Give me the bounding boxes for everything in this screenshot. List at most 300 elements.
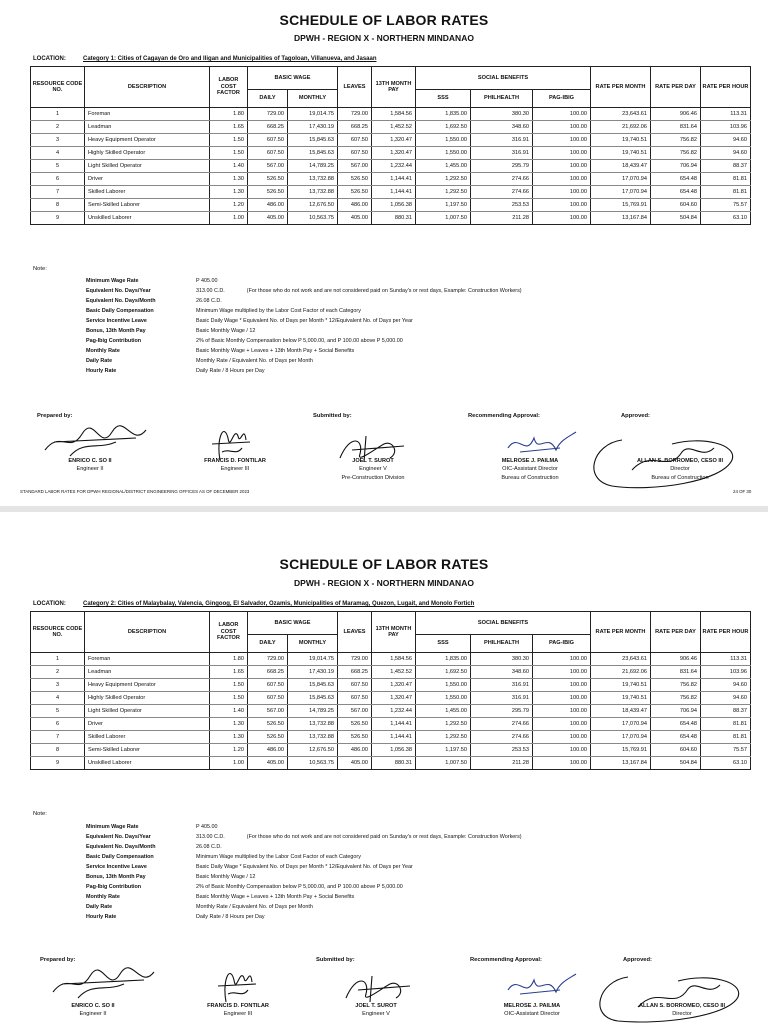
cell-rate-hour: 81.81 xyxy=(701,186,751,199)
cell-pagibig: 100.00 xyxy=(533,121,591,134)
submitted-by-label: Submitted by: xyxy=(313,413,352,419)
cell-philhealth: 274.66 xyxy=(471,731,533,744)
cell-rate-month: 19,740.51 xyxy=(591,147,651,160)
note-key: Basic Daily Compensation xyxy=(86,308,154,314)
cell-daily: 526.50 xyxy=(248,186,288,199)
cell-monthly: 19,014.75 xyxy=(288,108,338,121)
cell-rate-hour: 75.57 xyxy=(701,199,751,212)
cell-rate-day: 756.82 xyxy=(651,692,701,705)
cell-13th-month: 1,584.56 xyxy=(372,653,416,666)
cell-factor: 1.00 xyxy=(210,212,248,225)
cell-pagibig: 100.00 xyxy=(533,186,591,199)
cell-leaves: 607.50 xyxy=(338,147,372,160)
cell-sss: 1,292.50 xyxy=(416,173,471,186)
signatory-name: FRANCIS D. FONTILAR xyxy=(207,1003,269,1009)
cell-leaves: 405.00 xyxy=(338,212,372,225)
signatory-melrose xyxy=(472,1003,592,1017)
cell-philhealth: 295.79 xyxy=(471,705,533,718)
cell-factor: 1.50 xyxy=(210,679,248,692)
cell-rate-hour: 103.96 xyxy=(701,121,751,134)
header-rate-hour: RATE PER HOUR xyxy=(701,612,751,653)
cell-factor: 1.20 xyxy=(210,199,248,212)
signatory-name: JOEL T. SUROT xyxy=(352,458,394,464)
cell-sss: 1,550.00 xyxy=(416,134,471,147)
signatory-title: OIC-Assistant Director xyxy=(502,466,558,472)
cell-rate-hour: 81.81 xyxy=(701,718,751,731)
cell-leaves: 405.00 xyxy=(338,757,372,770)
cell-sss: 1,550.00 xyxy=(416,147,471,160)
signatory-name: FRANCIS D. FONTILAR xyxy=(204,458,266,464)
cell-description: Leadman xyxy=(85,666,210,679)
cell-description: Light Skilled Operator xyxy=(85,705,210,718)
note-value: 26.08 C.D. xyxy=(196,844,222,850)
cell-factor: 1.20 xyxy=(210,744,248,757)
cell-code: 4 xyxy=(31,692,85,705)
cell-daily: 607.50 xyxy=(248,147,288,160)
cell-description: Driver xyxy=(85,173,210,186)
signature-melrose xyxy=(500,970,580,1002)
cell-description: Heavy Equipment Operator xyxy=(85,134,210,147)
cell-leaves: 607.50 xyxy=(338,692,372,705)
cell-philhealth: 211.28 xyxy=(471,757,533,770)
cell-pagibig: 100.00 xyxy=(533,692,591,705)
cell-sss: 1,292.50 xyxy=(416,718,471,731)
cell-leaves: 526.50 xyxy=(338,186,372,199)
notes-list xyxy=(86,822,522,922)
signatory-title: Engineer V xyxy=(362,1011,390,1017)
note-key: Service Incentive Leave xyxy=(86,318,147,324)
page-subtitle: DPWH - REGION X - NORTHERN MINDANAO xyxy=(294,578,474,588)
note-key: Monthly Rate xyxy=(86,348,120,354)
cell-sss: 1,550.00 xyxy=(416,692,471,705)
note-value: Minimum Wage multiplied by the Labor Cost Factor of each Category xyxy=(196,308,361,314)
cell-13th-month: 1,320.47 xyxy=(372,134,416,147)
note-value: Daily Rate / 8 Hours per Day xyxy=(196,914,265,920)
cell-factor: 1.30 xyxy=(210,186,248,199)
table-row xyxy=(31,718,751,731)
note-key: Minimum Wage Rate xyxy=(86,824,139,830)
note-row xyxy=(86,882,522,892)
note-key: Pag-Ibig Contribution xyxy=(86,338,142,344)
cell-pagibig: 100.00 xyxy=(533,134,591,147)
cell-code: 6 xyxy=(31,718,85,731)
cell-monthly: 19,014.75 xyxy=(288,653,338,666)
cell-rate-day: 906.46 xyxy=(651,653,701,666)
cell-code: 7 xyxy=(31,731,85,744)
cell-rate-day: 831.64 xyxy=(651,121,701,134)
header-rate-month: RATE PER MONTH xyxy=(591,67,651,108)
cell-pagibig: 100.00 xyxy=(533,160,591,173)
cell-rate-month: 23,643.61 xyxy=(591,653,651,666)
signatory-name: ALLAN S. BORROMEO, CESO III xyxy=(638,1003,726,1009)
cell-code: 6 xyxy=(31,173,85,186)
header-monthly: MONTHLY xyxy=(288,635,338,653)
cell-sss: 1,197.50 xyxy=(416,744,471,757)
table-row xyxy=(31,731,751,744)
signatory-enrico xyxy=(33,1003,153,1017)
cell-rate-day: 654.48 xyxy=(651,731,701,744)
cell-13th-month: 1,320.47 xyxy=(372,147,416,160)
note-extra: (For those who do not work and are not considered paid on Sunday's or rest days, Example: Construction Workers) xyxy=(246,834,522,840)
cell-description: Semi-Skilled Laborer xyxy=(85,744,210,757)
cell-code: 3 xyxy=(31,679,85,692)
cell-pagibig: 100.00 xyxy=(533,147,591,160)
note-key: Daily Rate xyxy=(86,358,113,364)
submitted-by-label: Submitted by: xyxy=(316,957,355,963)
table-row xyxy=(31,705,751,718)
location-label: LOCATION: xyxy=(33,56,66,62)
cell-13th-month: 1,144.41 xyxy=(372,173,416,186)
note-key: Bonus, 13th Month Pay xyxy=(86,328,146,334)
cell-rate-day: 831.64 xyxy=(651,666,701,679)
cell-description: Unskilled Laborer xyxy=(85,212,210,225)
cell-description: Unskilled Laborer xyxy=(85,757,210,770)
cell-13th-month: 1,144.41 xyxy=(372,731,416,744)
note-value: 313.00 C.D. xyxy=(196,288,225,294)
page-category-2 xyxy=(0,512,768,1024)
note-row xyxy=(86,366,522,376)
cell-rate-day: 604.60 xyxy=(651,744,701,757)
cell-monthly: 17,430.19 xyxy=(288,121,338,134)
cell-philhealth: 348.60 xyxy=(471,666,533,679)
note-value: P 405.00 xyxy=(196,824,218,830)
cell-code: 2 xyxy=(31,121,85,134)
note-value: 26.08 C.D. xyxy=(196,298,222,304)
note-value: Basic Monthly Wage + Leaves + 13th Month Pay + Social Benefits xyxy=(196,894,355,900)
cell-description: Highly Skilled Operator xyxy=(85,147,210,160)
cell-rate-hour: 113.31 xyxy=(701,108,751,121)
cell-rate-day: 504.84 xyxy=(651,757,701,770)
cell-13th-month: 1,452.52 xyxy=(372,666,416,679)
cell-daily: 567.00 xyxy=(248,160,288,173)
cell-sss: 1,007.50 xyxy=(416,757,471,770)
cell-rate-month: 21,692.06 xyxy=(591,666,651,679)
note-value: Minimum Wage multiplied by the Labor Cost Factor of each Category xyxy=(196,854,361,860)
notes-list xyxy=(86,276,522,376)
cell-daily: 607.50 xyxy=(248,134,288,147)
signatory-enrico xyxy=(30,458,150,472)
signatory-title: Engineer II xyxy=(76,466,104,472)
cell-philhealth: 380.30 xyxy=(471,653,533,666)
cell-rate-day: 654.48 xyxy=(651,718,701,731)
cell-rate-month: 21,692.06 xyxy=(591,121,651,134)
cell-sss: 1,835.00 xyxy=(416,108,471,121)
cell-13th-month: 1,056.38 xyxy=(372,744,416,757)
cell-pagibig: 100.00 xyxy=(533,173,591,186)
note-key: Equivalent No. Days/Month xyxy=(86,844,156,850)
cell-monthly: 14,789.25 xyxy=(288,705,338,718)
cell-philhealth: 316.91 xyxy=(471,692,533,705)
prepared-by-label: Prepared by: xyxy=(40,957,76,963)
signature-melrose xyxy=(500,428,580,462)
note-row xyxy=(86,356,522,366)
note-row xyxy=(86,892,522,902)
cell-rate-month: 19,740.51 xyxy=(591,679,651,692)
note-row xyxy=(86,296,522,306)
note-row xyxy=(86,862,522,872)
cell-13th-month: 1,452.52 xyxy=(372,121,416,134)
cell-monthly: 15,845.63 xyxy=(288,679,338,692)
cell-code: 8 xyxy=(31,744,85,757)
cell-factor: 1.50 xyxy=(210,134,248,147)
cell-code: 9 xyxy=(31,212,85,225)
table-row xyxy=(31,757,751,770)
signatory-name: ENRICO C. SO II xyxy=(68,458,112,464)
cell-leaves: 486.00 xyxy=(338,744,372,757)
cell-sss: 1,292.50 xyxy=(416,731,471,744)
signatory-name: MELROSE J. PAILMA xyxy=(503,1003,561,1009)
note-key: Equivalent No. Days/Year xyxy=(86,834,151,840)
cell-factor: 1.50 xyxy=(210,692,248,705)
cell-rate-hour: 103.96 xyxy=(701,666,751,679)
header-leaves: LEAVES xyxy=(338,612,372,653)
cell-rate-hour: 88.37 xyxy=(701,705,751,718)
signatory-title: Engineer III xyxy=(223,1011,253,1017)
cell-monthly: 10,563.75 xyxy=(288,757,338,770)
cell-code: 5 xyxy=(31,160,85,173)
cell-code: 7 xyxy=(31,186,85,199)
cell-monthly: 15,845.63 xyxy=(288,147,338,160)
page-subtitle: DPWH - REGION X - NORTHERN MINDANAO xyxy=(294,33,474,43)
page-title: SCHEDULE OF LABOR RATES xyxy=(279,12,489,28)
header-monthly: MONTHLY xyxy=(288,90,338,108)
note-row xyxy=(86,286,522,296)
cell-daily: 526.50 xyxy=(248,718,288,731)
labor-rates-table xyxy=(30,611,751,770)
cell-daily: 668.25 xyxy=(248,666,288,679)
cell-code: 3 xyxy=(31,134,85,147)
signatory-office: Pre-Construction Division xyxy=(341,475,405,481)
location-value: Category 2: Cities of Malaybalay, Valencia, Gingoog, El Salvador, Ozamis, Municipalities of Maramag, Quezon, Lugait, and Monolo Fortich xyxy=(83,601,475,607)
note-key: Basic Daily Compensation xyxy=(86,854,154,860)
cell-daily: 526.50 xyxy=(248,731,288,744)
cell-rate-month: 15,769.91 xyxy=(591,744,651,757)
signature-joel xyxy=(336,968,416,1006)
cell-rate-month: 17,070.94 xyxy=(591,718,651,731)
note-row xyxy=(86,852,522,862)
cell-rate-month: 17,070.94 xyxy=(591,186,651,199)
note-value: Basic Monthly Wage / 12 xyxy=(196,328,256,334)
cell-daily: 526.50 xyxy=(248,173,288,186)
cell-pagibig: 100.00 xyxy=(533,744,591,757)
cell-daily: 729.00 xyxy=(248,108,288,121)
cell-pagibig: 100.00 xyxy=(533,666,591,679)
cell-sss: 1,197.50 xyxy=(416,199,471,212)
note-row xyxy=(86,872,522,882)
cell-factor: 1.30 xyxy=(210,173,248,186)
table-row xyxy=(31,212,751,225)
cell-rate-day: 654.48 xyxy=(651,173,701,186)
cell-monthly: 10,563.75 xyxy=(288,212,338,225)
cell-sss: 1,692.50 xyxy=(416,121,471,134)
footer-text: STANDARD LABOR RATES FOR DPWH REGIONAL/DISTRICT ENGINEERING OFFICES AS OF DECEMBER 2023 xyxy=(20,489,250,494)
cell-13th-month: 880.31 xyxy=(372,757,416,770)
cell-factor: 1.00 xyxy=(210,757,248,770)
cell-rate-day: 504.84 xyxy=(651,212,701,225)
signatory-title: Engineer II xyxy=(79,1011,107,1017)
table-row xyxy=(31,692,751,705)
prepared-by-label: Prepared by: xyxy=(37,413,73,419)
cell-leaves: 486.00 xyxy=(338,199,372,212)
signatory-joel xyxy=(316,1003,436,1017)
cell-rate-day: 906.46 xyxy=(651,108,701,121)
cell-leaves: 567.00 xyxy=(338,160,372,173)
cell-13th-month: 1,144.41 xyxy=(372,186,416,199)
approved-label: Approved: xyxy=(621,413,650,419)
cell-pagibig: 100.00 xyxy=(533,705,591,718)
cell-rate-day: 756.82 xyxy=(651,679,701,692)
cell-leaves: 526.50 xyxy=(338,173,372,186)
note-label: Note: xyxy=(33,266,47,272)
cell-rate-hour: 81.81 xyxy=(701,173,751,186)
note-value: Monthly Rate / Equivalent No. of Days per Month xyxy=(196,904,313,910)
table-row xyxy=(31,744,751,757)
note-key: Daily Rate xyxy=(86,904,113,910)
cell-factor: 1.40 xyxy=(210,160,248,173)
cell-sss: 1,007.50 xyxy=(416,212,471,225)
table-row xyxy=(31,134,751,147)
header-factor: LABOR COST FACTOR xyxy=(210,67,248,108)
note-key: Equivalent No. Days/Year xyxy=(86,288,151,294)
cell-rate-day: 756.82 xyxy=(651,134,701,147)
cell-factor: 1.30 xyxy=(210,731,248,744)
cell-leaves: 526.50 xyxy=(338,731,372,744)
note-row xyxy=(86,326,522,336)
cell-13th-month: 1,232.44 xyxy=(372,160,416,173)
table-row xyxy=(31,679,751,692)
cell-rate-day: 654.48 xyxy=(651,186,701,199)
note-value: P 405.00 xyxy=(196,278,218,284)
cell-monthly: 12,676.50 xyxy=(288,199,338,212)
cell-rate-day: 756.82 xyxy=(651,147,701,160)
note-value: Basic Monthly Wage / 12 xyxy=(196,874,256,880)
note-key: Bonus, 13th Month Pay xyxy=(86,874,146,880)
cell-philhealth: 316.91 xyxy=(471,134,533,147)
cell-philhealth: 253.53 xyxy=(471,199,533,212)
note-key: Minimum Wage Rate xyxy=(86,278,139,284)
signatory-melrose xyxy=(470,458,590,481)
cell-rate-hour: 113.31 xyxy=(701,653,751,666)
cell-leaves: 607.50 xyxy=(338,679,372,692)
cell-philhealth: 274.66 xyxy=(471,186,533,199)
cell-rate-month: 23,643.61 xyxy=(591,108,651,121)
signatory-title: Director xyxy=(672,1011,692,1017)
cell-daily: 729.00 xyxy=(248,653,288,666)
cell-code: 5 xyxy=(31,705,85,718)
page-number: 24 OF 30 xyxy=(733,489,752,494)
cell-description: Semi-Skilled Laborer xyxy=(85,199,210,212)
header-social-benefits: SOCIAL BENEFITS xyxy=(416,612,591,635)
cell-leaves: 668.25 xyxy=(338,121,372,134)
cell-pagibig: 100.00 xyxy=(533,679,591,692)
cell-13th-month: 1,320.47 xyxy=(372,679,416,692)
recommending-approval-label: Recommending Approval: xyxy=(468,413,540,419)
cell-factor: 1.40 xyxy=(210,705,248,718)
note-value: 2% of Basic Monthly Compensation below P 5,000.00, and P 100.00 above P 5,000.00 xyxy=(196,884,403,890)
cell-daily: 486.00 xyxy=(248,744,288,757)
cell-rate-hour: 94.60 xyxy=(701,679,751,692)
cell-rate-hour: 81.81 xyxy=(701,731,751,744)
table-row xyxy=(31,199,751,212)
signatory-title: OIC-Assistant Director xyxy=(504,1011,560,1017)
cell-description: Foreman xyxy=(85,108,210,121)
table-row xyxy=(31,147,751,160)
note-value: Basic Daily Wage * Equivalent No. of Days per Month * 12/Equivalent No. of Days per Year xyxy=(196,318,413,324)
cell-pagibig: 100.00 xyxy=(533,731,591,744)
cell-monthly: 13,732.88 xyxy=(288,718,338,731)
cell-daily: 486.00 xyxy=(248,199,288,212)
cell-rate-hour: 94.60 xyxy=(701,134,751,147)
cell-rate-day: 706.94 xyxy=(651,160,701,173)
note-value: Basic Monthly Wage + Leaves + 13th Month Pay + Social Benefits xyxy=(196,348,355,354)
cell-factor: 1.80 xyxy=(210,108,248,121)
header-13th-month: 13TH MONTH PAY xyxy=(372,612,416,653)
cell-sss: 1,292.50 xyxy=(416,186,471,199)
table-row xyxy=(31,653,751,666)
cell-philhealth: 274.66 xyxy=(471,718,533,731)
cell-rate-hour: 88.37 xyxy=(701,160,751,173)
cell-sss: 1,455.00 xyxy=(416,160,471,173)
cell-rate-day: 604.60 xyxy=(651,199,701,212)
header-rate-day: RATE PER DAY xyxy=(651,67,701,108)
cell-factor: 1.30 xyxy=(210,718,248,731)
cell-leaves: 607.50 xyxy=(338,134,372,147)
header-philhealth: PHILHEALTH xyxy=(471,635,533,653)
cell-sss: 1,550.00 xyxy=(416,679,471,692)
note-key: Pag-Ibig Contribution xyxy=(86,884,142,890)
cell-13th-month: 1,056.38 xyxy=(372,199,416,212)
cell-philhealth: 274.66 xyxy=(471,173,533,186)
cell-pagibig: 100.00 xyxy=(533,199,591,212)
cell-pagibig: 100.00 xyxy=(533,653,591,666)
header-rate-day: RATE PER DAY xyxy=(651,612,701,653)
header-code: RESOURCE CODE NO. xyxy=(31,612,85,653)
cell-rate-month: 13,167.84 xyxy=(591,212,651,225)
note-key: Hourly Rate xyxy=(86,914,117,920)
cell-factor: 1.65 xyxy=(210,121,248,134)
note-row xyxy=(86,316,522,326)
labor-rates-table xyxy=(30,66,751,225)
table-row xyxy=(31,121,751,134)
cell-monthly: 15,845.63 xyxy=(288,692,338,705)
signatory-name: ALLAN S. BORROMEO, CESO III xyxy=(636,458,724,464)
cell-pagibig: 100.00 xyxy=(533,757,591,770)
cell-description: Skilled Laborer xyxy=(85,186,210,199)
note-row xyxy=(86,346,522,356)
signatory-title: Engineer V xyxy=(359,466,387,472)
cell-monthly: 14,789.25 xyxy=(288,160,338,173)
approved-label: Approved: xyxy=(623,957,652,963)
location-value: Category 1: Cities of Cagayan de Oro and Iligan and Municipalities of Tagoloan, Villanueva, and Jasaan xyxy=(83,56,377,62)
cell-description: Foreman xyxy=(85,653,210,666)
note-key: Service Incentive Leave xyxy=(86,864,147,870)
signatory-francis xyxy=(178,1003,298,1017)
recommending-approval-label: Recommending Approval: xyxy=(470,957,542,963)
cell-13th-month: 1,584.56 xyxy=(372,108,416,121)
cell-daily: 567.00 xyxy=(248,705,288,718)
cell-leaves: 729.00 xyxy=(338,108,372,121)
cell-monthly: 12,676.50 xyxy=(288,744,338,757)
signatory-joel xyxy=(313,458,433,481)
cell-13th-month: 1,144.41 xyxy=(372,718,416,731)
cell-philhealth: 380.30 xyxy=(471,108,533,121)
cell-description: Highly Skilled Operator xyxy=(85,692,210,705)
cell-description: Heavy Equipment Operator xyxy=(85,679,210,692)
cell-daily: 607.50 xyxy=(248,692,288,705)
note-row xyxy=(86,912,522,922)
header-description: DESCRIPTION xyxy=(85,67,210,108)
header-daily: DAILY xyxy=(248,90,288,108)
